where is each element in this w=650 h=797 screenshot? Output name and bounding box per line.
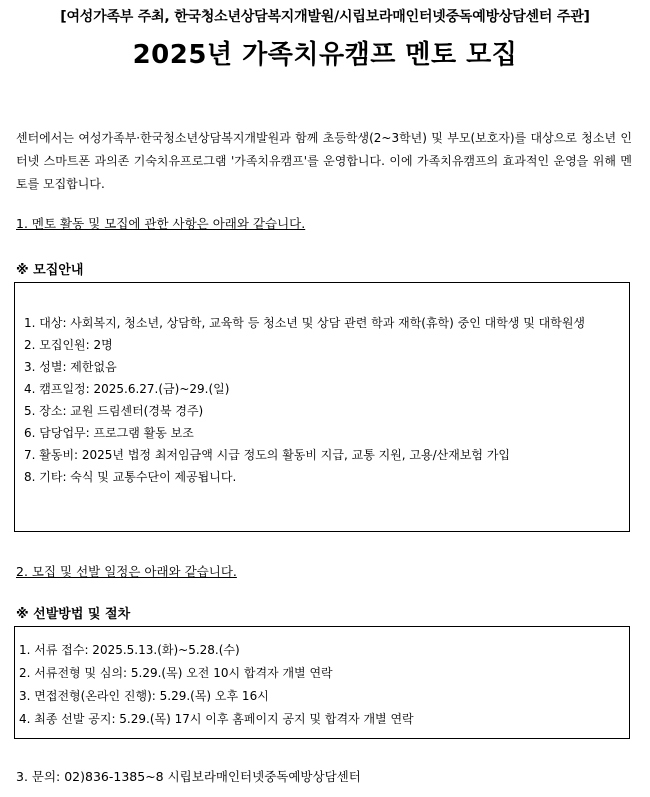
section-2-heading: 2. 모집 및 선발 일정은 아래와 같습니다. bbox=[16, 564, 237, 579]
list-item: 5. 장소: 교원 드림센터(경북 경주) bbox=[24, 404, 204, 418]
selection-procedure-list bbox=[19, 639, 619, 731]
recruitment-info-subheading: ※ 모집안내 bbox=[16, 263, 84, 278]
organizer-line: [여성가족부 주최, 한국청소년상담복지개발원/시립보라매인터넷중독예방상담센터 주관] bbox=[60, 9, 590, 25]
contact-info: 3. 문의: 02)836-1385~8 시립보라매인터넷중독예방상담센터 bbox=[16, 769, 361, 784]
selection-procedure-box bbox=[14, 626, 630, 739]
list-item: 1. 대상: 사회복지, 청소년, 상담학, 교육학 등 청소년 및 상담 관련 학과 재학(휴학) 중인 대학생 및 대학원생 bbox=[24, 316, 586, 330]
section-1-heading: 1. 멘토 활동 및 모집에 관한 사항은 아래와 같습니다. bbox=[16, 216, 306, 231]
list-item: 2. 모집인원: 2명 bbox=[24, 338, 113, 352]
recruitment-info-box bbox=[14, 282, 630, 532]
list-item: 3. 성별: 제한없음 bbox=[24, 360, 117, 374]
list-item: 7. 활동비: 2025년 법정 최저임금액 시급 정도의 활동비 지급, 교통 지원, 고용/산재보험 가입 bbox=[24, 448, 511, 462]
recruitment-info-list bbox=[24, 312, 620, 488]
list-item: 1. 서류 접수: 2025.5.13.(화)~5.28.(수) bbox=[19, 643, 240, 657]
list-item: 4. 최종 선발 공지: 5.29.(목) 17시 이후 홈페이지 공지 및 합격자 개별 연락 bbox=[19, 712, 414, 726]
list-item: 6. 담당업무: 프로그램 활동 보조 bbox=[24, 426, 194, 440]
list-item: 2. 서류전형 및 심의: 5.29.(목) 오전 10시 합격자 개별 연락 bbox=[19, 666, 333, 680]
list-item: 4. 캠프일정: 2025.6.27.(금)~29.(일) bbox=[24, 382, 230, 396]
page-title: 2025년 가족치유캠프 멘토 모집 bbox=[132, 40, 518, 70]
intro-paragraph: 센터에서는 여성가족부·한국청소년상담복지개발원과 함께 초등학생(2~3학년) 및 부모(보호자)를 대상으로 청소년 인터넷 스마트폰 과의존 기숙치유프로그램 '가족치유캠프'를 운영합니다. 이에 가족치유캠프의 효과적인 운영을 위해 멘토를 모집합니다. bbox=[16, 131, 632, 191]
list-item: 8. 기타: 숙식 및 교통수단이 제공됩니다. bbox=[24, 470, 237, 484]
list-item: 3. 면접전형(온라인 진행): 5.29.(목) 오후 16시 bbox=[19, 689, 269, 703]
selection-procedure-subheading: ※ 선발방법 및 절차 bbox=[16, 607, 131, 622]
